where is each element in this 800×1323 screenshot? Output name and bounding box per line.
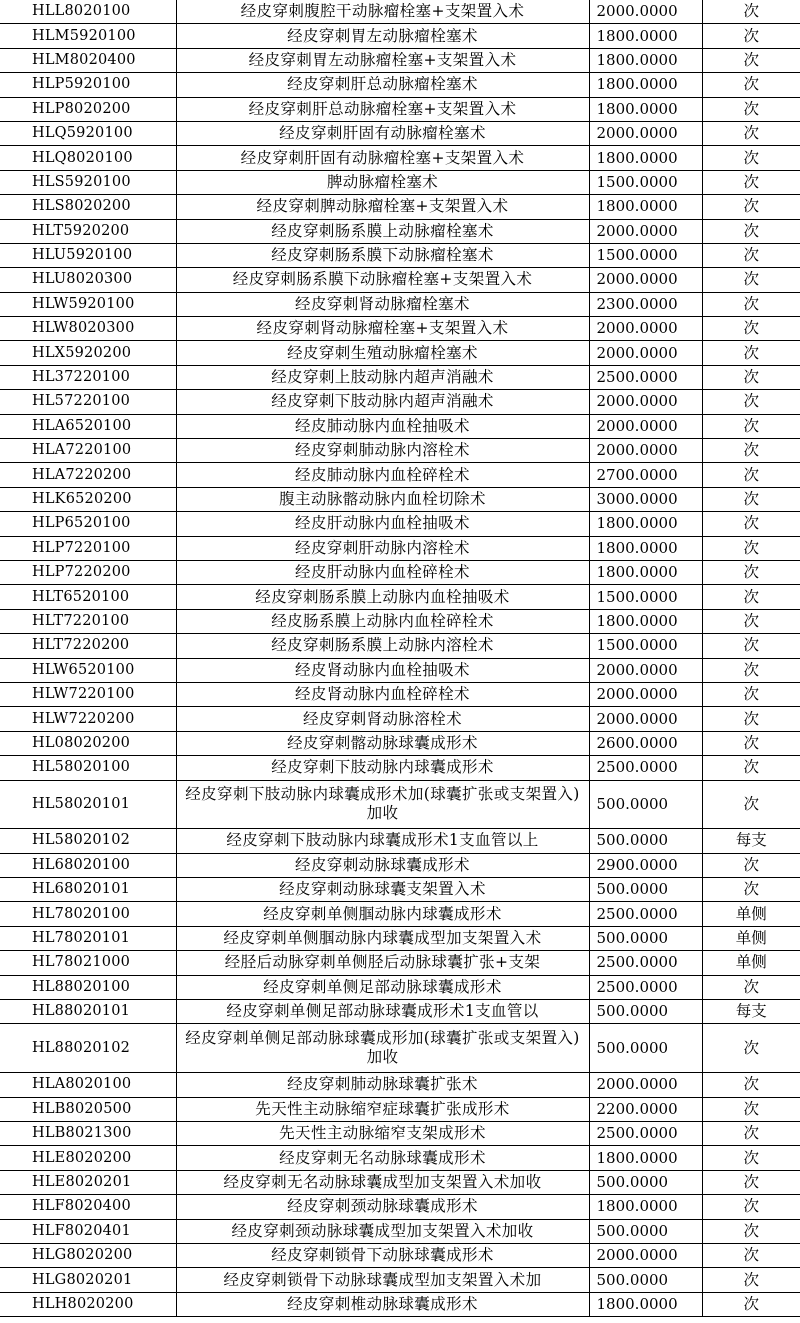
item-name-cell: 经皮穿刺单侧足部动脉球囊成形术	[176, 975, 589, 999]
item-code-cell: HL68020101	[0, 878, 176, 902]
table-row	[0, 1292, 800, 1316]
item-unit-cell: 次	[702, 853, 800, 877]
item-code-cell: HLP8020200	[0, 97, 176, 121]
item-price-cell: 500.0000	[589, 926, 702, 950]
item-name-cell: 经皮肠系膜上动脉内血栓碎栓术	[176, 609, 589, 633]
table-row	[0, 780, 800, 829]
item-unit-cell: 次	[702, 1219, 800, 1243]
item-unit-cell: 次	[702, 390, 800, 414]
item-unit-cell: 次	[702, 292, 800, 316]
item-name-cell: 经皮肝动脉内血栓碎栓术	[176, 560, 589, 584]
item-price-cell: 500.0000	[589, 780, 702, 829]
item-name-cell: 经皮肝动脉内血栓抽吸术	[176, 512, 589, 536]
item-unit-cell: 次	[702, 365, 800, 389]
item-price-cell: 2000.0000	[589, 341, 702, 365]
item-code-cell: HLE8020200	[0, 1146, 176, 1170]
item-price-cell: 2000.0000	[589, 0, 702, 24]
item-code-cell: HLT6520100	[0, 585, 176, 609]
item-price-cell: 2200.0000	[589, 1097, 702, 1121]
item-unit-cell: 次	[702, 878, 800, 902]
item-unit-cell: 次	[702, 170, 800, 194]
item-code-cell: HLG8020201	[0, 1268, 176, 1292]
item-price-cell: 1800.0000	[589, 24, 702, 48]
item-name-cell: 经皮穿刺髂动脉球囊成形术	[176, 731, 589, 755]
item-price-cell: 1800.0000	[589, 1292, 702, 1316]
table-row	[0, 1170, 800, 1194]
item-code-cell: HLW7220100	[0, 682, 176, 706]
table-row	[0, 878, 800, 902]
item-name-cell: 经皮穿刺肝总动脉瘤栓塞术	[176, 73, 589, 97]
item-unit-cell: 次	[702, 780, 800, 829]
item-unit-cell: 次	[702, 48, 800, 72]
table-row	[0, 341, 800, 365]
item-code-cell: HLT5920200	[0, 219, 176, 243]
table-row	[0, 536, 800, 560]
table-row	[0, 951, 800, 975]
table-row	[0, 365, 800, 389]
item-unit-cell: 次	[702, 609, 800, 633]
table-row	[0, 512, 800, 536]
table-row	[0, 1195, 800, 1219]
item-code-cell: HL78020100	[0, 902, 176, 926]
item-unit-cell: 次	[702, 0, 800, 24]
table-row	[0, 195, 800, 219]
table-row	[0, 487, 800, 511]
item-code-cell: HL88020101	[0, 1000, 176, 1024]
item-name-cell: 经皮穿刺生殖动脉瘤栓塞术	[176, 341, 589, 365]
item-price-cell: 1800.0000	[589, 146, 702, 170]
item-name-cell: 经皮穿刺锁骨下动脉球囊成形术	[176, 1243, 589, 1267]
item-code-cell: HLP5920100	[0, 73, 176, 97]
item-name-cell: 经皮穿刺脾动脉瘤栓塞+支架置入术	[176, 195, 589, 219]
item-code-cell: HL88020100	[0, 975, 176, 999]
item-price-cell: 2500.0000	[589, 975, 702, 999]
item-price-cell: 1800.0000	[589, 48, 702, 72]
table-row	[0, 0, 800, 24]
table-row	[0, 1146, 800, 1170]
item-name-cell: 经皮穿刺肠系膜上动脉内溶栓术	[176, 634, 589, 658]
table-row	[0, 317, 800, 341]
table-row	[0, 926, 800, 950]
item-name-cell: 经皮穿刺颈动脉球囊成形术	[176, 1195, 589, 1219]
item-price-cell: 1800.0000	[589, 97, 702, 121]
item-code-cell: HLB8020500	[0, 1097, 176, 1121]
item-price-cell: 500.0000	[589, 1000, 702, 1024]
item-code-cell: HLE8020201	[0, 1170, 176, 1194]
item-price-cell: 2000.0000	[589, 219, 702, 243]
item-name-cell: 经皮肾动脉内血栓碎栓术	[176, 682, 589, 706]
item-code-cell: HL58020100	[0, 756, 176, 780]
item-price-cell: 2000.0000	[589, 317, 702, 341]
table-row	[0, 1268, 800, 1292]
item-unit-cell: 次	[702, 1073, 800, 1097]
item-name-cell: 经皮穿刺椎动脉球囊成形术	[176, 1292, 589, 1316]
item-name-cell: 经皮穿刺腹腔干动脉瘤栓塞+支架置入术	[176, 0, 589, 24]
item-name-cell: 经皮穿刺肺动脉球囊扩张术	[176, 1073, 589, 1097]
table-row	[0, 390, 800, 414]
item-price-cell: 1500.0000	[589, 634, 702, 658]
table-row	[0, 439, 800, 463]
table-row	[0, 146, 800, 170]
item-code-cell: HLA6520100	[0, 414, 176, 438]
item-price-cell: 2000.0000	[589, 1073, 702, 1097]
table-row	[0, 1024, 800, 1073]
item-code-cell: HL78021000	[0, 951, 176, 975]
item-unit-cell: 单侧	[702, 926, 800, 950]
table-row	[0, 609, 800, 633]
item-name-cell: 经皮穿刺单侧足部动脉球囊成形术1支血管以	[176, 1000, 589, 1024]
item-price-cell: 1500.0000	[589, 585, 702, 609]
item-unit-cell: 次	[702, 243, 800, 267]
item-unit-cell: 次	[702, 121, 800, 145]
item-unit-cell: 次	[702, 1195, 800, 1219]
item-code-cell: HL58020102	[0, 829, 176, 853]
item-code-cell: HLT7220100	[0, 609, 176, 633]
item-unit-cell: 次	[702, 97, 800, 121]
item-unit-cell: 次	[702, 682, 800, 706]
table-row	[0, 1122, 800, 1146]
item-code-cell: HLQ8020100	[0, 146, 176, 170]
item-unit-cell: 次	[702, 341, 800, 365]
item-price-cell: 3000.0000	[589, 487, 702, 511]
item-code-cell: HL58020101	[0, 780, 176, 829]
item-price-cell: 1800.0000	[589, 609, 702, 633]
item-name-cell: 经皮穿刺肝总动脉瘤栓塞+支架置入术	[176, 97, 589, 121]
item-unit-cell: 次	[702, 195, 800, 219]
item-code-cell: HL08020200	[0, 731, 176, 755]
item-code-cell: HLU8020300	[0, 268, 176, 292]
item-unit-cell: 次	[702, 73, 800, 97]
item-name-cell: 经皮穿刺单侧腘动脉内球囊成型加支架置入术	[176, 926, 589, 950]
item-code-cell: HLW5920100	[0, 292, 176, 316]
item-code-cell: HLH8020200	[0, 1292, 176, 1316]
item-unit-cell: 单侧	[702, 951, 800, 975]
item-name-cell: 经皮穿刺锁骨下动脉球囊成型加支架置入术加	[176, 1268, 589, 1292]
item-code-cell: HLM5920100	[0, 24, 176, 48]
table-row	[0, 756, 800, 780]
item-name-cell: 经皮穿刺颈动脉球囊成型加支架置入术加收	[176, 1219, 589, 1243]
item-price-cell: 1500.0000	[589, 170, 702, 194]
item-name-cell: 经皮穿刺胃左动脉瘤栓塞+支架置入术	[176, 48, 589, 72]
item-name-cell: 经皮穿刺下肢动脉内超声消融术	[176, 390, 589, 414]
item-unit-cell: 次	[702, 512, 800, 536]
item-unit-cell: 次	[702, 756, 800, 780]
item-code-cell: HLU5920100	[0, 243, 176, 267]
item-code-cell: HLA8020100	[0, 1073, 176, 1097]
item-name-cell: 经皮穿刺单侧足部动脉球囊成形加(球囊扩张或支架置入)加收	[176, 1024, 589, 1073]
table-row	[0, 853, 800, 877]
item-unit-cell: 次	[702, 1097, 800, 1121]
item-unit-cell: 次	[702, 463, 800, 487]
table-row	[0, 1073, 800, 1097]
item-name-cell: 经皮穿刺下肢动脉内球囊成形术加(球囊扩张或支架置入)加收	[176, 780, 589, 829]
item-unit-cell: 次	[702, 634, 800, 658]
item-code-cell: HLK6520200	[0, 487, 176, 511]
item-name-cell: 经皮肾动脉内血栓抽吸术	[176, 658, 589, 682]
table-row	[0, 1219, 800, 1243]
table-row	[0, 243, 800, 267]
item-code-cell: HLP6520100	[0, 512, 176, 536]
item-unit-cell: 次	[702, 658, 800, 682]
table-row	[0, 585, 800, 609]
item-unit-cell: 次	[702, 219, 800, 243]
table-row	[0, 219, 800, 243]
item-unit-cell: 次	[702, 536, 800, 560]
item-price-cell: 2700.0000	[589, 463, 702, 487]
item-price-cell: 2000.0000	[589, 707, 702, 731]
item-code-cell: HLP7220100	[0, 536, 176, 560]
item-unit-cell: 次	[702, 317, 800, 341]
item-unit-cell: 次	[702, 24, 800, 48]
table-row	[0, 1000, 800, 1024]
item-unit-cell: 次	[702, 487, 800, 511]
item-price-cell: 2600.0000	[589, 731, 702, 755]
item-price-cell: 500.0000	[589, 829, 702, 853]
item-price-cell: 2000.0000	[589, 121, 702, 145]
item-code-cell: HLS5920100	[0, 170, 176, 194]
item-name-cell: 经皮穿刺无名动脉球囊成形术	[176, 1146, 589, 1170]
item-unit-cell: 次	[702, 707, 800, 731]
item-price-cell: 2000.0000	[589, 439, 702, 463]
item-code-cell: HLB8021300	[0, 1122, 176, 1146]
item-code-cell: HLA7220100	[0, 439, 176, 463]
item-unit-cell: 次	[702, 1268, 800, 1292]
item-price-cell: 500.0000	[589, 1219, 702, 1243]
item-price-cell: 1500.0000	[589, 243, 702, 267]
item-price-cell: 2000.0000	[589, 414, 702, 438]
item-code-cell: HLS8020200	[0, 195, 176, 219]
item-price-cell: 2000.0000	[589, 268, 702, 292]
item-unit-cell: 次	[702, 1243, 800, 1267]
item-price-cell: 500.0000	[589, 1024, 702, 1073]
item-name-cell: 经皮穿刺肺动脉内溶栓术	[176, 439, 589, 463]
item-code-cell: HLF8020401	[0, 1219, 176, 1243]
table-row	[0, 1097, 800, 1121]
table-row	[0, 292, 800, 316]
table-row	[0, 682, 800, 706]
item-price-cell: 1800.0000	[589, 195, 702, 219]
item-unit-cell: 次	[702, 1122, 800, 1146]
item-unit-cell: 次	[702, 731, 800, 755]
item-price-cell: 1800.0000	[589, 560, 702, 584]
item-price-cell: 2300.0000	[589, 292, 702, 316]
table-row	[0, 268, 800, 292]
item-code-cell: HL68020100	[0, 853, 176, 877]
item-name-cell: 经皮穿刺肝固有动脉瘤栓塞+支架置入术	[176, 146, 589, 170]
item-price-cell: 2000.0000	[589, 1243, 702, 1267]
item-name-cell: 经皮穿刺肠系膜下动脉瘤栓塞+支架置入术	[176, 268, 589, 292]
item-name-cell: 经皮穿刺下肢动脉内球囊成形术1支血管以上	[176, 829, 589, 853]
item-name-cell: 经皮穿刺单侧腘动脉内球囊成形术	[176, 902, 589, 926]
table-row	[0, 829, 800, 853]
item-code-cell: HLF8020400	[0, 1195, 176, 1219]
item-unit-cell: 每支	[702, 1000, 800, 1024]
item-code-cell: HLP7220200	[0, 560, 176, 584]
item-unit-cell: 次	[702, 1292, 800, 1316]
table-row	[0, 121, 800, 145]
item-price-cell: 500.0000	[589, 1170, 702, 1194]
item-code-cell: HLL8020100	[0, 0, 176, 24]
item-unit-cell: 次	[702, 146, 800, 170]
table-row	[0, 97, 800, 121]
item-code-cell: HL37220100	[0, 365, 176, 389]
item-unit-cell: 次	[702, 975, 800, 999]
item-price-cell: 2500.0000	[589, 756, 702, 780]
item-name-cell: 经皮穿刺无名动脉球囊成型加支架置入术加收	[176, 1170, 589, 1194]
item-name-cell: 经皮穿刺胃左动脉瘤栓塞术	[176, 24, 589, 48]
item-name-cell: 经皮穿刺肝动脉内溶栓术	[176, 536, 589, 560]
item-unit-cell: 次	[702, 585, 800, 609]
item-code-cell: HLA7220200	[0, 463, 176, 487]
item-name-cell: 经皮穿刺肠系膜下动脉瘤栓塞术	[176, 243, 589, 267]
item-price-cell: 1800.0000	[589, 536, 702, 560]
item-name-cell: 经皮穿刺上肢动脉内超声消融术	[176, 365, 589, 389]
item-name-cell: 经皮穿刺下肢动脉内球囊成形术	[176, 756, 589, 780]
item-name-cell: 先天性主动脉缩窄症球囊扩张成形术	[176, 1097, 589, 1121]
item-name-cell: 经皮穿刺肾动脉瘤栓塞+支架置入术	[176, 317, 589, 341]
table-row	[0, 414, 800, 438]
item-name-cell: 经皮穿刺肝固有动脉瘤栓塞术	[176, 121, 589, 145]
table-row	[0, 902, 800, 926]
table-row	[0, 170, 800, 194]
item-price-cell: 2900.0000	[589, 853, 702, 877]
item-unit-cell: 次	[702, 268, 800, 292]
item-code-cell: HLX5920200	[0, 341, 176, 365]
item-code-cell: HL78020101	[0, 926, 176, 950]
item-code-cell: HLM8020400	[0, 48, 176, 72]
item-price-cell: 2500.0000	[589, 902, 702, 926]
table-row	[0, 634, 800, 658]
item-unit-cell: 次	[702, 439, 800, 463]
item-unit-cell: 次	[702, 414, 800, 438]
item-price-cell: 2000.0000	[589, 682, 702, 706]
table-row	[0, 48, 800, 72]
item-unit-cell: 每支	[702, 829, 800, 853]
item-name-cell: 先天性主动脉缩窄支架成形术	[176, 1122, 589, 1146]
item-price-cell: 2500.0000	[589, 1122, 702, 1146]
item-name-cell: 经皮穿刺肠系膜上动脉内血栓抽吸术	[176, 585, 589, 609]
table-row	[0, 975, 800, 999]
item-code-cell: HLW8020300	[0, 317, 176, 341]
item-code-cell: HLQ5920100	[0, 121, 176, 145]
item-unit-cell: 次	[702, 1146, 800, 1170]
item-name-cell: 经皮肺动脉内血栓抽吸术	[176, 414, 589, 438]
item-price-cell: 2000.0000	[589, 390, 702, 414]
item-unit-cell: 次	[702, 1170, 800, 1194]
item-name-cell: 腹主动脉髂动脉内血栓切除术	[176, 487, 589, 511]
item-code-cell: HLT7220200	[0, 634, 176, 658]
item-unit-cell: 单侧	[702, 902, 800, 926]
item-code-cell: HLW7220200	[0, 707, 176, 731]
table-row	[0, 73, 800, 97]
item-unit-cell: 次	[702, 1024, 800, 1073]
item-name-cell: 经胫后动脉穿刺单侧胫后动脉球囊扩张+支架	[176, 951, 589, 975]
item-name-cell: 经皮穿刺肾动脉瘤栓塞术	[176, 292, 589, 316]
item-name-cell: 脾动脉瘤栓塞术	[176, 170, 589, 194]
item-price-cell: 1800.0000	[589, 73, 702, 97]
table-row	[0, 24, 800, 48]
table-row	[0, 707, 800, 731]
item-name-cell: 经皮穿刺动脉球囊成形术	[176, 853, 589, 877]
item-price-cell: 500.0000	[589, 1268, 702, 1292]
item-name-cell: 经皮穿刺肠系膜上动脉瘤栓塞术	[176, 219, 589, 243]
item-code-cell: HL57220100	[0, 390, 176, 414]
table-row	[0, 560, 800, 584]
item-price-cell: 1800.0000	[589, 1146, 702, 1170]
table-row	[0, 731, 800, 755]
item-price-cell: 2500.0000	[589, 951, 702, 975]
item-unit-cell: 次	[702, 560, 800, 584]
item-price-cell: 2000.0000	[589, 658, 702, 682]
table-row	[0, 1243, 800, 1267]
item-price-cell: 1800.0000	[589, 512, 702, 536]
table-row	[0, 463, 800, 487]
item-price-cell: 1800.0000	[589, 1195, 702, 1219]
table-row	[0, 658, 800, 682]
item-name-cell: 经皮肺动脉内血栓碎栓术	[176, 463, 589, 487]
item-price-cell: 500.0000	[589, 878, 702, 902]
item-name-cell: 经皮穿刺肾动脉溶栓术	[176, 707, 589, 731]
item-code-cell: HLG8020200	[0, 1243, 176, 1267]
item-name-cell: 经皮穿刺动脉球囊支架置入术	[176, 878, 589, 902]
item-code-cell: HL88020102	[0, 1024, 176, 1073]
item-code-cell: HLW6520100	[0, 658, 176, 682]
item-price-cell: 2500.0000	[589, 365, 702, 389]
